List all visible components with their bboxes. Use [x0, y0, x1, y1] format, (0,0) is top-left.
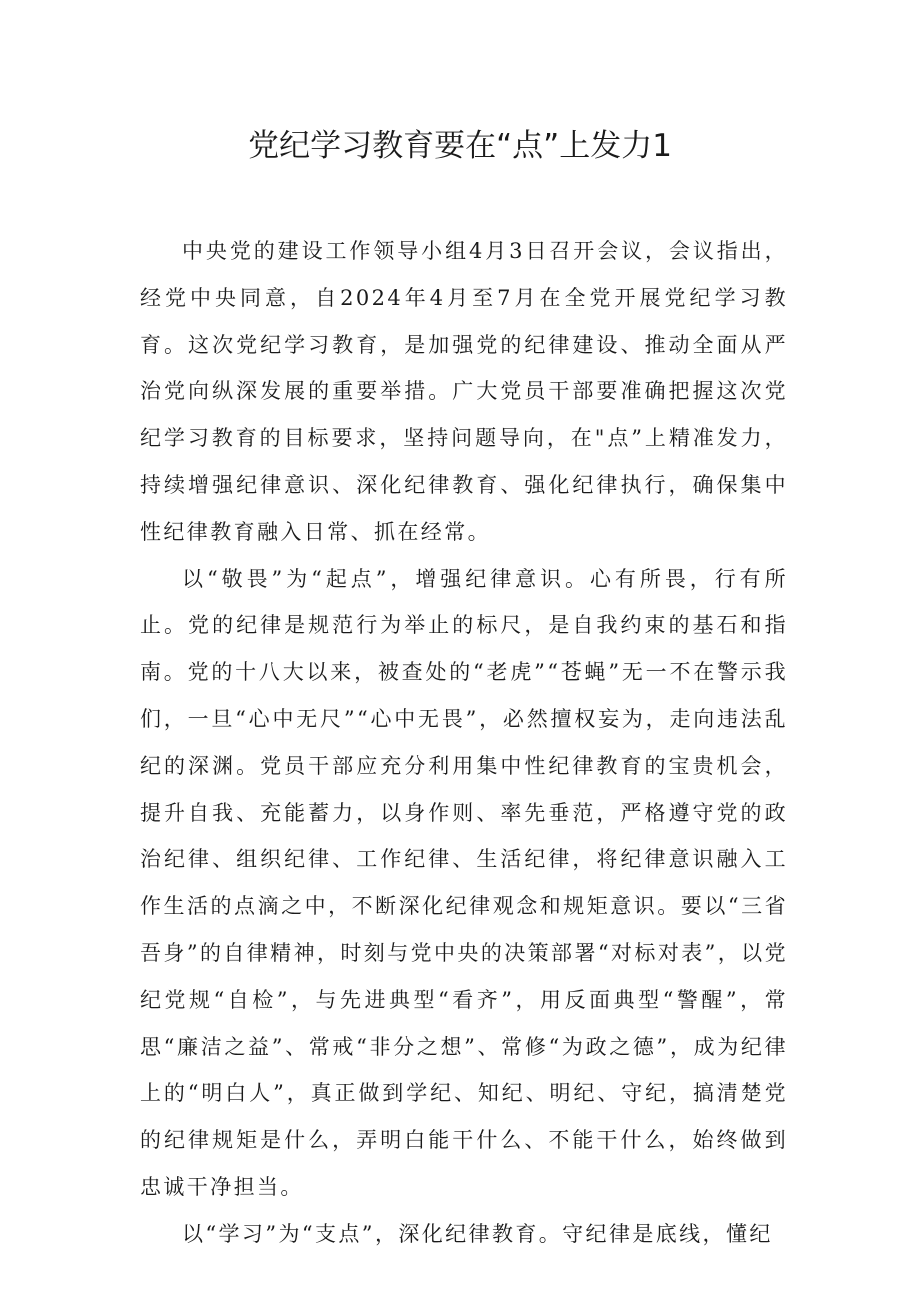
- paragraph-discipline-education: 以“学习”为“支点”，深化纪律教育。守纪律是底线，懂纪: [182, 1221, 773, 1246]
- paragraph-intro: 中央党的建设工作领导小组4月3日召开会议，会议指出，经党中央同意，自2024年4月至7月在全党开展党纪学习教育。这次党纪学习教育，是加强党的纪律建设、推动全面从严治党向纵深发展的重要举措。广大党员干部要准确把握这次党纪学习教育的目标要求，坚持问题导向，在"点”上精准发力，持续增强纪律意识、深化纪律教育、强化纪律执行，确保集中性纪律教育融入日常、抓在经常。: [140, 239, 788, 544]
- paragraph-discipline-awareness: 以“敬畏”为“起点”，增强纪律意识。心有所畏，行有所止。党的纪律是规范行为举止的标尺，是自我约束的基石和指南。党的十八大以来，被查处的“老虎”“苍蝇”无一不在警示我们，一旦“心中无尺”“心中无畏”，必然擅权妄为，走向违法乱纪的深渊。党员干部应充分利用集中性纪律教育的宝贵机会，提升自我、充能蓄力，以身作则、率先垂范，严格遵守党的政治纪律、组织纪律、工作纪律、生活纪律，将纪律意识融入工作生活的点滴之中，不断深化纪律观念和规矩意识。要以“三省吾身”的自律精神，时刻与党中央的决策部署“对标对表”，以党纪党规“自检”，与先进典型“看齐”，用反面典型“警醒”，常思“廉洁之益”、常戒“非分之想”、常修“为政之德”，成为纪律上的“明白人”，真正做到学纪、知纪、明纪、守纪，搞清楚党的纪律规矩是什么，弄明白能干什么、不能干什么，始终做到忠诚干净担当。: [140, 566, 788, 1199]
- document-title: 党纪学习教育要在“点”上发力1: [248, 128, 672, 164]
- document-body: [140, 228, 788, 1258]
